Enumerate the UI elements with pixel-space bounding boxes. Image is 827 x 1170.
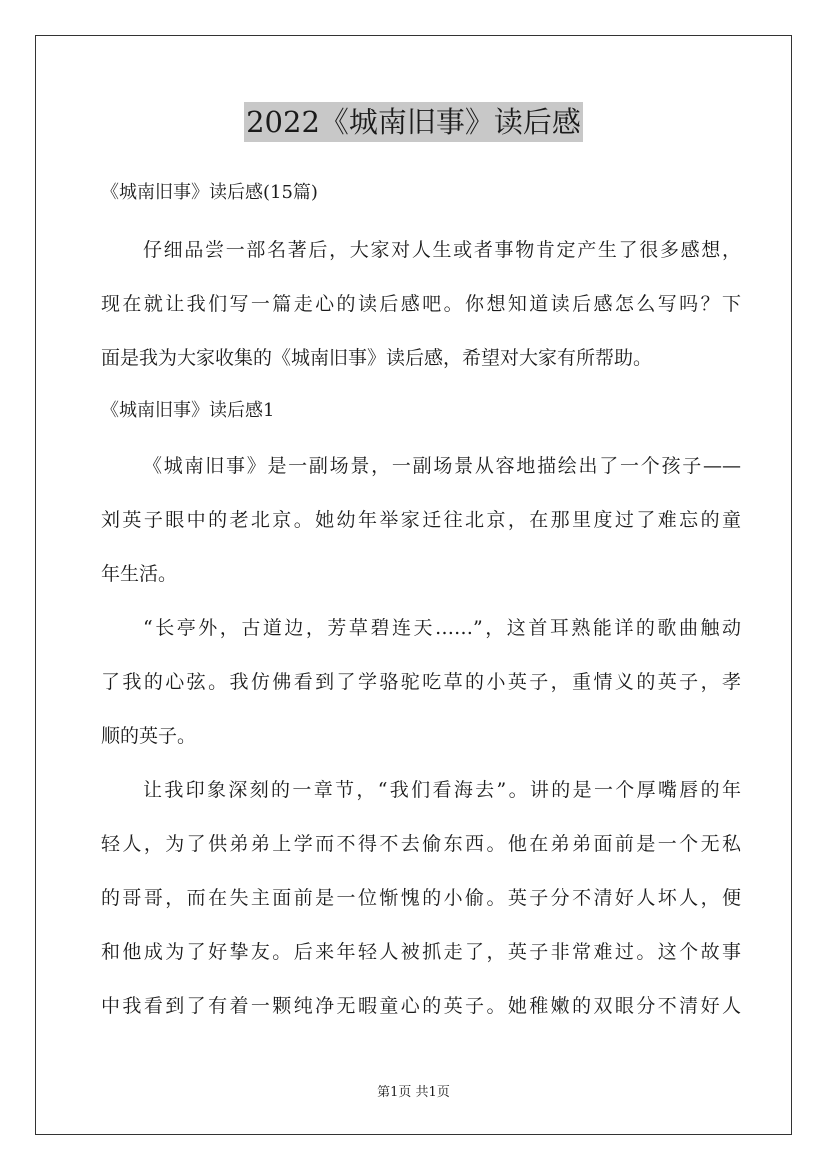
para3-line-3: 的哥哥，而在失主面前是一位惭愧的小偷。英子分不清好人坏人，便 [101, 887, 741, 909]
document-subtitle: 《城南旧事》读后感(15篇) [101, 182, 318, 203]
para1-line-3: 年生活。 [101, 563, 178, 585]
para2-line-2: 了我的心弦。我仿佛看到了学骆驼吃草的小英子，重情义的英子，孝 [101, 671, 741, 693]
intro-line-1: 仔细品尝一部名著后，大家对人生或者事物肯定产生了很多感想， [143, 239, 741, 261]
intro-line-2: 现在就让我们写一篇走心的读后感吧。你想知道读后感怎么写吗？下 [101, 293, 741, 315]
page-footer: 第1页 共1页 [377, 1085, 450, 1100]
para2-line-3: 顺的英子。 [101, 725, 197, 747]
para3-line-4: 和他成为了好挚友。后来年轻人被抓走了，英子非常难过。这个故事 [101, 941, 741, 963]
para1-line-2: 刘英子眼中的老北京。她幼年举家迁往北京，在那里度过了难忘的童 [101, 509, 741, 531]
para3-line-1: 让我印象深刻的一章节，“我们看海去”。讲的是一个厚嘴唇的年 [143, 779, 741, 801]
document-title: 2022《城南旧事》读后感 [244, 102, 583, 142]
title-container [0, 102, 827, 142]
para3-line-5: 中我看到了有着一颗纯净无暇童心的英子。她稚嫩的双眼分不清好人 [101, 995, 741, 1017]
intro-line-3: 面是我为大家收集的《城南旧事》读后感，希望对大家有所帮助。 [101, 347, 653, 369]
para3-line-2: 轻人，为了供弟弟上学而不得不去偷东西。他在弟弟面前是一个无私 [101, 833, 741, 855]
section-heading-1: 《城南旧事》读后感1 [101, 400, 275, 421]
para2-line-1: “长亭外，古道边，芳草碧连天……”，这首耳熟能详的歌曲触动 [143, 617, 741, 639]
para1-line-1: 《城南旧事》是一副场景，一副场景从容地描绘出了一个孩子—— [143, 455, 741, 477]
